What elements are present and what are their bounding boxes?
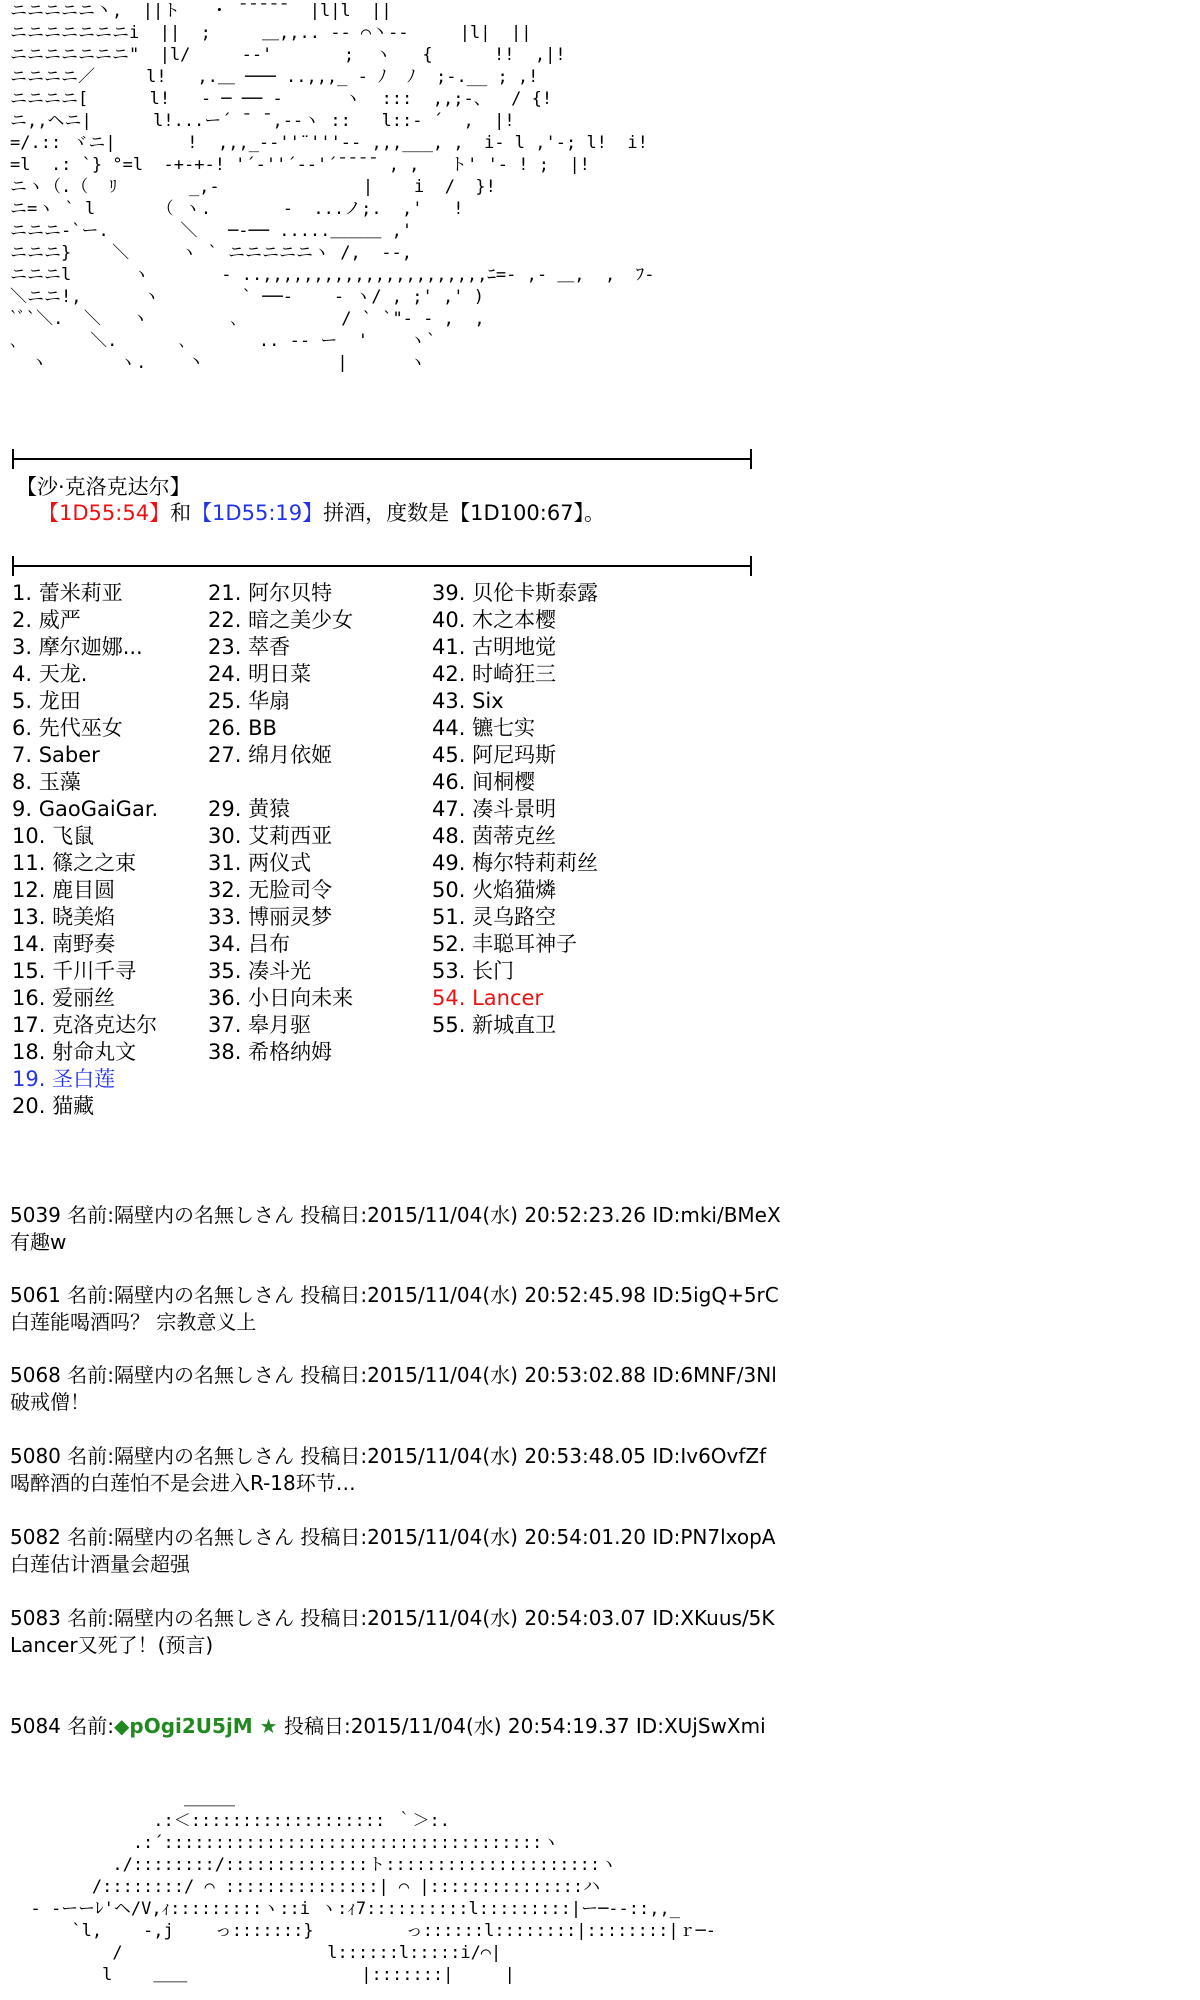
list-item: 18. 射命丸文 bbox=[12, 1040, 137, 1064]
list-item: 15. 千川千寻 bbox=[12, 959, 137, 983]
list-item: 45. 阿尼玛斯 bbox=[432, 743, 557, 767]
list-item: 41. 古明地觉 bbox=[432, 635, 557, 659]
post-header: 5080 名前:隔壁内の名無しさん 投稿日:2015/11/04(水) 20:53:48.05 ID:Iv6OvfZf bbox=[10, 1444, 767, 1468]
post-header: 5061 名前:隔壁内の名無しさん 投稿日:2015/11/04(水) 20:52:45.98 ID:5igQ+5rC bbox=[10, 1283, 779, 1307]
post-number: 5084 名前: bbox=[10, 1714, 114, 1738]
post-body: 白莲能喝酒吗？ 宗教意义上 bbox=[10, 1310, 257, 1334]
list-item: 29. 黄猿 bbox=[208, 797, 291, 821]
list-item: 37. 皋月驱 bbox=[208, 1013, 312, 1037]
list-item: 7. Saber bbox=[12, 743, 100, 767]
ascii-art-bottom: ＿＿＿ .:＜::::::::::::::::::: ｀＞:. .:´:::::::::::::::::::::::::::::::::::::ヽ ./::::::::/::::::::::::::ト:::::::::::::::::::::ヽ /::::::::/ ⌒ :::::::::::::::| ⌒ |:::::::::::::::ハ - ‐ーーﾚ'ヘ/V,ｨ:::::::::ヽ::i ヽ:ｨ7::::::::::l:::::::::|ー─‐-::,,_ `l, -,j っ:::::::} っ::::::l::::::::|::::::::|ｒ─‐ / l::::::l:::::i/⌒| l ＿＿ |:::::::| | bbox=[30, 1789, 717, 1985]
list-item: 46. 间桐樱 bbox=[432, 770, 536, 794]
list-item: 27. 绵月依姬 bbox=[208, 743, 333, 767]
list-item: 10. 飞鼠 bbox=[12, 824, 95, 848]
divider-top bbox=[12, 458, 752, 460]
list-item: 55. 新城直卫 bbox=[432, 1013, 557, 1037]
post-body: 白莲估计酒量会超强 bbox=[10, 1552, 190, 1576]
list-item: 33. 博丽灵梦 bbox=[208, 905, 333, 929]
list-item: 2. 威严 bbox=[12, 608, 81, 632]
list-item: 26. BB bbox=[208, 716, 277, 740]
dice-title: 【沙·克洛克达尔】 bbox=[16, 475, 191, 499]
post-body: 破戒僧！ bbox=[10, 1390, 90, 1414]
list-item: 6. 先代巫女 bbox=[12, 716, 123, 740]
post-header: 5082 名前:隔壁内の名無しさん 投稿日:2015/11/04(水) 20:54:01.20 ID:PN7lxopA bbox=[10, 1525, 776, 1549]
ascii-art-top: ニニニニニ丶, ||ト ・ ̄ ̄ ̄ ̄ ̄ |l|l || ニニニニニニニi || ; ＿,,.. -‐ ⌒丶‐- |l| || ニニニニニニニ" |l/ -‐' ; ヽ { !! ,|! ニニニニ／ l! ,.＿ ─── ..,,,_ - ﾉ ﾉ ;-.__ ; ,! ニニニニ[ l! ‐ ─ ── ‐ ヽ ::: ,,;-、 / {! ニ,,ヘニ| l!...ー´ ¯ ̄ ,--ヽ :: l::‐ ´ , |! =/.:: ヾニ| ! ,,,_-‐''¨'''‐- ,,,___, , i- l ,'-; l! i! =l .: `} °=l -+-+-! '´‐''´-‐'´¯¯¯¯ , , ト' '‐ ! ; |! ニヽ（.（ ﾘ _,‐ | i / }! ニ=ヽ ` l （ ヽ. - ...ノ;. ,' ! ニニニ-`ー. ＼ ─‐── .....＿＿＿ ,' ニニニ} ＼ ヽ ` ニニニニニヽ /, ‐-, ニニニl ヽ ‐ ..,,,,,,,,,,,,,,,,,,,,,,ﾆ=- ,‐ ＿, , ﾌ‐ ＼ニニ!, ヽ ` ──‐ ‐ ヽ/ , ;' ,' ) `ﾞ`＼. ＼ ヽ ､ / ` `"- - , , ､ ＼. ､ .. -‐ ー ' ヽ` ヽ ヽ. 丶 | ヽ bbox=[10, 1, 655, 373]
list-item: 16. 爱丽丝 bbox=[12, 986, 116, 1010]
list-item bbox=[208, 769, 353, 796]
list-item: 1. 蕾米莉亚 bbox=[12, 581, 123, 605]
dice-and: 和 bbox=[170, 501, 192, 525]
list-item: 9. GaoGaiGar. bbox=[12, 797, 159, 821]
list-item: 36. 小日向未来 bbox=[208, 986, 354, 1010]
list-item: 17. 克洛克达尔 bbox=[12, 1013, 158, 1037]
list-item: 25. 华扇 bbox=[208, 689, 291, 713]
list-item: 44. 镳七实 bbox=[432, 716, 536, 740]
dice-roll-red: 【1D55:54】 bbox=[38, 501, 171, 525]
list-item: 14. 南野奏 bbox=[12, 932, 116, 956]
list-item: 4. 天龙. bbox=[12, 662, 88, 686]
candidate-list-column-2 bbox=[208, 580, 353, 1066]
dice-result bbox=[38, 500, 605, 527]
post bbox=[10, 1524, 776, 1578]
list-item: 42. 时崎狂三 bbox=[432, 662, 557, 686]
candidate-list-column-3 bbox=[432, 580, 598, 1039]
post-body: 喝醉酒的白莲怕不是会进入R-18环节… bbox=[10, 1471, 356, 1495]
list-item: 48. 茵蒂克丝 bbox=[432, 824, 557, 848]
list-item: 51. 灵乌路空 bbox=[432, 905, 557, 929]
post-author-line bbox=[10, 1713, 766, 1740]
list-item: 47. 凑斗景明 bbox=[432, 797, 557, 821]
list-item: 20. 猫藏 bbox=[12, 1094, 95, 1118]
post bbox=[10, 1605, 775, 1659]
list-item: 43. Six bbox=[432, 689, 504, 713]
dice-roll-blue: 【1D55:19】 bbox=[191, 501, 324, 525]
list-item: 35. 凑斗光 bbox=[208, 959, 312, 983]
list-item: 3. 摩尔迦娜... bbox=[12, 635, 143, 659]
post bbox=[10, 1362, 777, 1416]
author-trip: ◆pOgi2U5jM ★ bbox=[114, 1714, 278, 1738]
divider-bottom bbox=[12, 565, 752, 567]
post-meta: 投稿日:2015/11/04(水) 20:54:19.37 ID:XUjSwXmi bbox=[277, 1714, 766, 1738]
post-header: 5068 名前:隔壁内の名無しさん 投稿日:2015/11/04(水) 20:53:02.88 ID:6MNF/3Nl bbox=[10, 1363, 777, 1387]
list-item: 19. 圣白莲 bbox=[12, 1067, 116, 1091]
list-item: 32. 无脸司令 bbox=[208, 878, 333, 902]
list-item: 8. 玉藻 bbox=[12, 770, 81, 794]
post bbox=[10, 1282, 779, 1336]
list-item: 23. 萃香 bbox=[208, 635, 291, 659]
list-item: 54. Lancer bbox=[432, 986, 544, 1010]
list-item: 13. 晓美焰 bbox=[12, 905, 116, 929]
list-item: 50. 火焰猫燐 bbox=[432, 878, 557, 902]
list-item: 22. 暗之美少女 bbox=[208, 608, 354, 632]
post-body: 有趣w bbox=[10, 1230, 67, 1254]
post bbox=[10, 1202, 781, 1256]
post bbox=[10, 1443, 766, 1497]
post-body: Lancer又死了！(预言) bbox=[10, 1633, 214, 1657]
list-item: 31. 两仪式 bbox=[208, 851, 312, 875]
list-item: 40. 木之本樱 bbox=[432, 608, 557, 632]
list-item: 34. 吕布 bbox=[208, 932, 291, 956]
list-item: 49. 梅尔特莉莉丝 bbox=[432, 851, 599, 875]
list-item: 5. 龙田 bbox=[12, 689, 81, 713]
list-item: 11. 篠之之束 bbox=[12, 851, 137, 875]
list-item: 53. 长门 bbox=[432, 959, 515, 983]
post-header: 5039 名前:隔壁内の名無しさん 投稿日:2015/11/04(水) 20:52:23.26 ID:mki/BMeX bbox=[10, 1203, 781, 1227]
list-item: 12. 鹿目圆 bbox=[12, 878, 116, 902]
candidate-list-column-1 bbox=[12, 580, 158, 1120]
list-item: 30. 艾莉西亚 bbox=[208, 824, 333, 848]
list-item: 38. 希格纳姆 bbox=[208, 1040, 333, 1064]
list-item: 39. 贝伦卡斯泰露 bbox=[432, 581, 599, 605]
dice-rest: 拼酒，度数是【1D100:67】。 bbox=[323, 501, 606, 525]
post-header: 5083 名前:隔壁内の名無しさん 投稿日:2015/11/04(水) 20:54:03.07 ID:XKuus/5K bbox=[10, 1606, 775, 1630]
list-item: 52. 丰聪耳神子 bbox=[432, 932, 578, 956]
list-item: 24. 明日菜 bbox=[208, 662, 312, 686]
list-item: 21. 阿尔贝特 bbox=[208, 581, 333, 605]
